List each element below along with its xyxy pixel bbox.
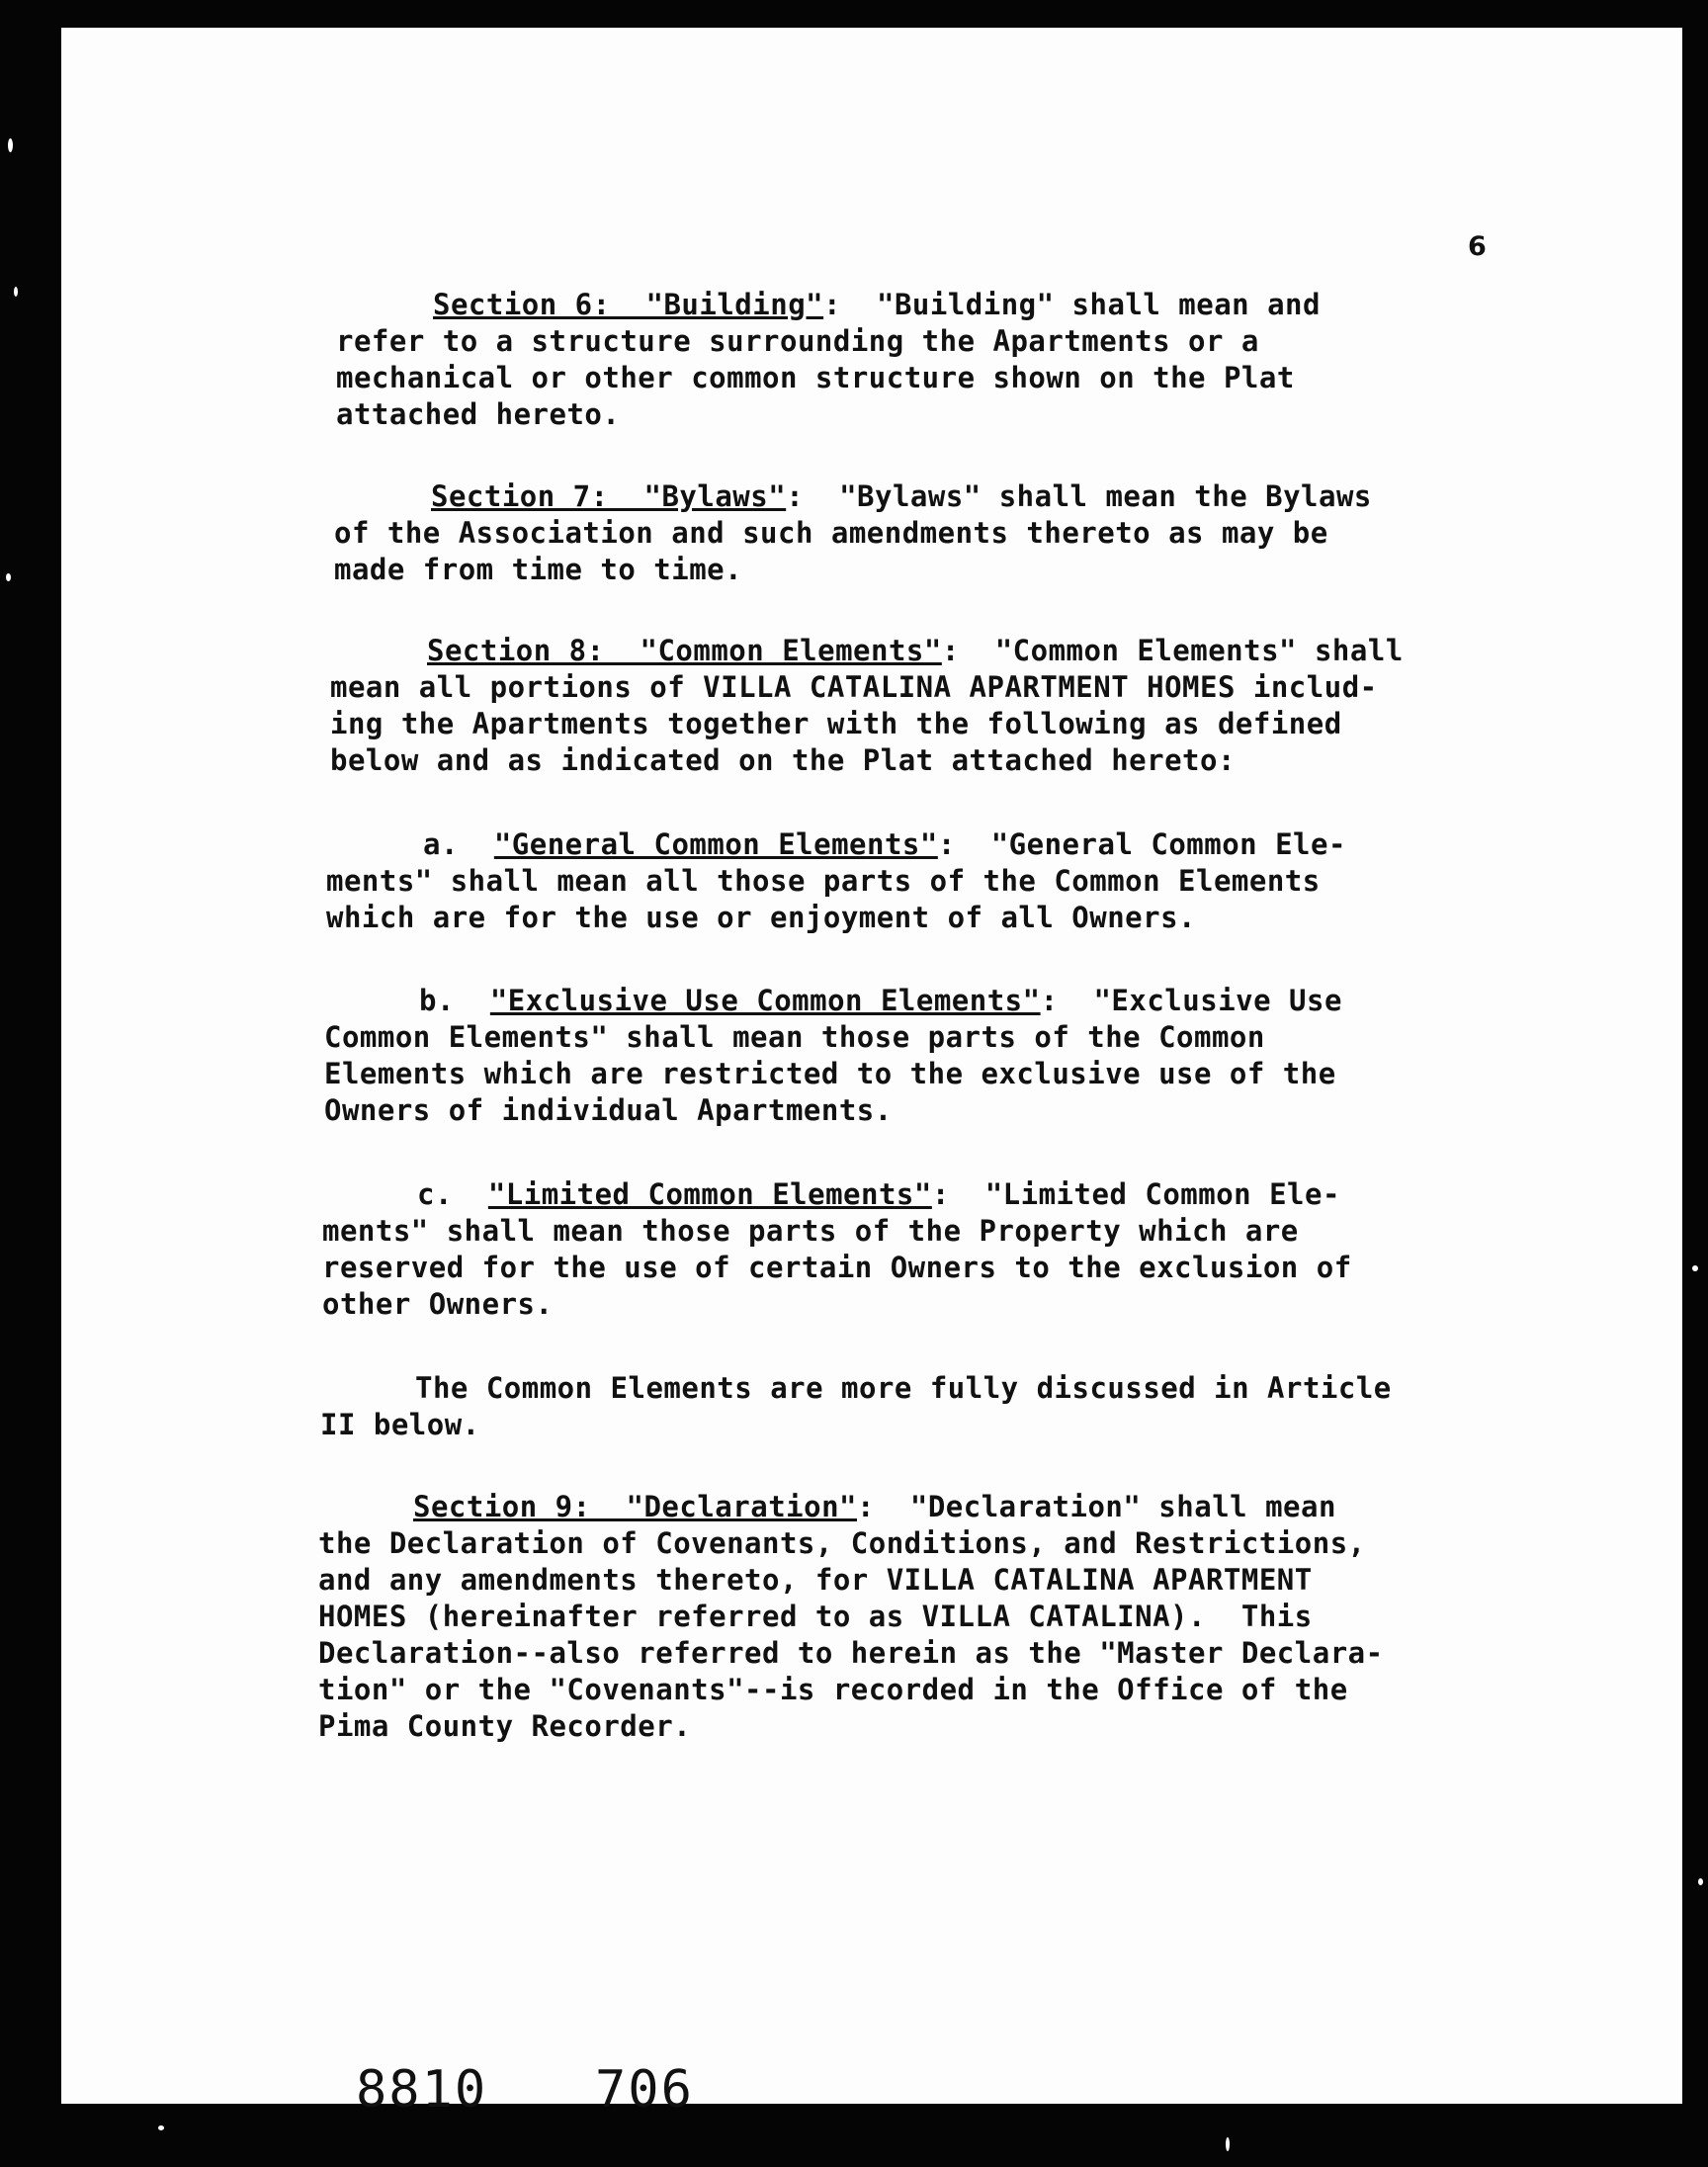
scan-speck: [6, 573, 11, 581]
section-9-line: Pima County Recorder.: [318, 1709, 692, 1743]
section-7-first-line: [431, 478, 1372, 515]
item-marker: a.: [423, 827, 459, 861]
section-8b-line: Owners of individual Apartments.: [324, 1093, 893, 1127]
section-9-first-line: [413, 1489, 1336, 1525]
section-8a-line: which are for the use or enjoyment of all Owners.: [326, 901, 1197, 934]
section-8c-first-line: [417, 1176, 1340, 1213]
section-8-line: : "Common Elements" shall: [941, 634, 1404, 667]
section-8a-line: ments" shall mean all those parts of the Common Elements: [326, 864, 1321, 898]
note-line: II below.: [320, 1408, 480, 1441]
section-8-heading: Section 8: "Common Elements": [427, 634, 942, 667]
scan-speck: [1698, 1878, 1703, 1885]
item-marker: c.: [417, 1177, 453, 1211]
section-8c-line: ments" shall mean those parts of the Property which are: [322, 1214, 1299, 1248]
section-6-heading: Section 6: "Building": [433, 288, 824, 321]
section-9-line: the Declaration of Covenants, Conditions, and Restrictions,: [318, 1526, 1366, 1560]
section-9-line: tion" or the "Covenants"--is recorded in the Office of the: [318, 1673, 1348, 1706]
scan-speck: [14, 287, 18, 297]
section-8c-line: reserved for the use of certain Owners to the exclusion of: [322, 1251, 1352, 1284]
section-7-heading: Section 7: "Bylaws": [431, 479, 787, 513]
section-8b-line: Elements which are restricted to the exclusive use of the: [324, 1057, 1336, 1090]
section-8c-line: : "Limited Common Ele-: [931, 1177, 1340, 1211]
section-6-line: attached hereto.: [336, 397, 621, 431]
section-8b-first-line: [419, 983, 1342, 1019]
item-marker: b.: [419, 984, 455, 1017]
section-9-line: and any amendments thereto, for VILLA CATALINA APARTMENT: [318, 1563, 1313, 1597]
section-9-line: Declaration--also referred to herein as the "Master Declara-: [318, 1636, 1384, 1670]
section-7-line: : "Bylaws" shall mean the Bylaws: [786, 479, 1372, 513]
section-8c-line: other Owners.: [322, 1287, 554, 1321]
section-8-line: ing the Apartments together with the following as defined: [330, 707, 1342, 740]
section-8-line: below and as indicated on the Plat attached hereto:: [330, 743, 1236, 777]
note-line: The Common Elements are more fully discussed in Article: [415, 1371, 1392, 1405]
section-8b-heading: "Exclusive Use Common Elements": [489, 984, 1041, 1017]
scan-speck: [1226, 2137, 1230, 2151]
section-6-first-line: [433, 287, 1321, 323]
section-9-heading: Section 9: "Declaration": [413, 1490, 857, 1523]
document-number-left: 8810: [356, 2060, 488, 2120]
scan-speck: [8, 138, 13, 152]
section-8-first-line: [427, 633, 1404, 669]
document-page: [61, 28, 1682, 2120]
section-8-line: mean all portions of VILLA CATALINA APARTMENT HOMES includ-: [330, 670, 1378, 704]
scan-speck: [158, 2125, 164, 2130]
page-number: 6: [1468, 231, 1487, 262]
scan-speck: [1692, 1265, 1698, 1271]
section-9-line: : "Declaration" shall mean: [857, 1490, 1336, 1523]
section-8c-heading: "Limited Common Elements": [487, 1177, 932, 1211]
section-8a-line: : "General Common Ele-: [937, 827, 1346, 861]
section-7-line: of the Association and such amendments thereto as may be: [334, 516, 1328, 550]
section-8b-line: Common Elements" shall mean those parts of the Common: [324, 1020, 1265, 1054]
section-8b-line: : "Exclusive Use: [1040, 984, 1342, 1017]
section-7-line: made from time to time.: [334, 553, 743, 586]
section-6-line: mechanical or other common structure shown on the Plat: [336, 361, 1295, 394]
section-9-line: HOMES (hereinafter referred to as VILLA CATALINA). This: [318, 1600, 1313, 1633]
section-6-line: refer to a structure surrounding the Apartments or a: [336, 324, 1259, 358]
document-number-right: 706: [595, 2060, 694, 2120]
section-6-line: : "Building" shall mean and: [823, 288, 1321, 321]
section-8a-heading: "General Common Elements": [493, 827, 938, 861]
section-8a-first-line: [423, 826, 1346, 863]
